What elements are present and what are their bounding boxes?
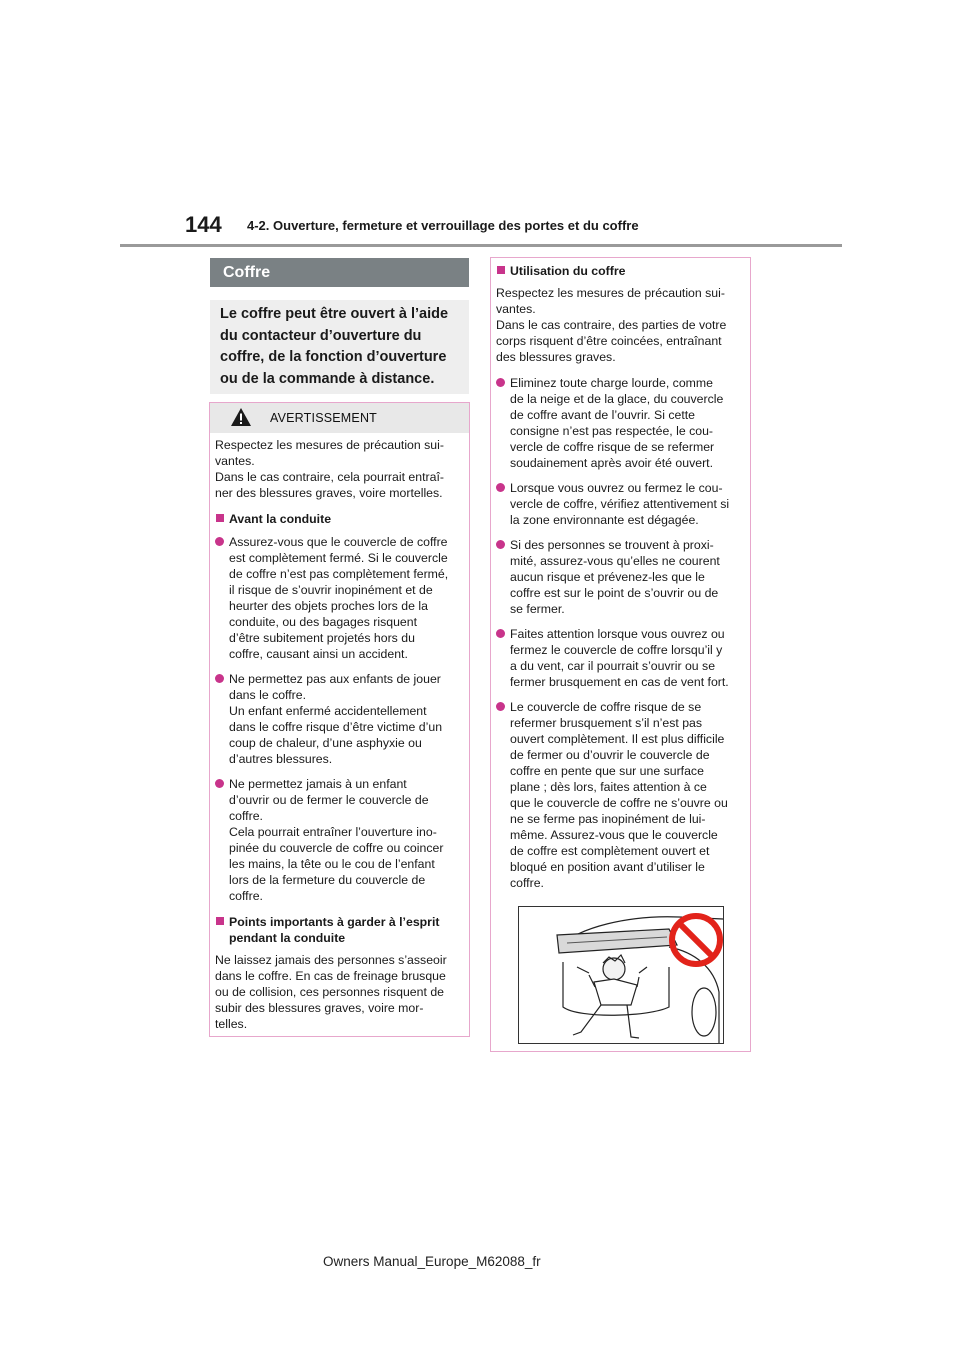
text-line: d’autres blessures.: [229, 752, 333, 766]
square-bullet-icon: [216, 917, 224, 925]
list-item: [496, 375, 746, 471]
text-line: de coffre n’est pas complètement fermé,: [229, 567, 449, 581]
text-line: de la neige et de la glace, du couvercle: [510, 392, 724, 406]
usage-body: [491, 258, 750, 891]
text-line: Lorsque vous ouvrez ou fermez le cou-: [510, 481, 723, 495]
round-bullet-icon: [215, 537, 224, 546]
text-line: plane ; dès lors, faites attention à ce: [510, 780, 707, 794]
text-line: corps risquent d’être coincées, entraînant: [496, 334, 722, 348]
text-line: coffre est sur le point de s’ouvrir ou de: [510, 586, 719, 600]
text-line: ou de collision, ces personnes risquent de: [215, 985, 444, 999]
footer-document-id: Owners Manual_Europe_M62088_fr: [323, 1254, 541, 1269]
text-line: Respectez les mesures de précaution sui-: [215, 438, 444, 452]
warning-intro: [215, 437, 465, 501]
text-line: fermer brusquement en cas de vent fort.: [510, 675, 729, 689]
text-line: pinée du couvercle de coffre ou coincer: [229, 841, 444, 855]
text-line: se fermer.: [510, 602, 565, 616]
text-line: coffre.: [229, 889, 263, 903]
list-item: [215, 534, 465, 662]
text-line: lors de la fermeture du couvercle de: [229, 873, 426, 887]
intro-box: [210, 300, 469, 394]
round-bullet-icon: [496, 378, 505, 387]
round-bullet-icon: [496, 629, 505, 638]
header-rule: [120, 244, 842, 247]
text-line: consigne n’est pas respectée, le cou-: [510, 424, 714, 438]
text-line: coffre.: [229, 809, 263, 823]
text-line: coffre.: [510, 876, 544, 890]
text-line: Faites attention lorsque vous ouvrez ou: [510, 627, 725, 641]
text-line: telles.: [215, 1017, 248, 1031]
text-line: a du vent, car il pourrait s’ouvrir ou se: [510, 659, 716, 673]
usage-box: [490, 257, 751, 1052]
text-line: d’ouvrir ou de fermer le couvercle de: [229, 793, 429, 807]
text-line: que le couvercle de coffre ne s’ouvre ou: [510, 796, 728, 810]
round-bullet-icon: [496, 702, 505, 711]
text-line: Respectez les mesures de précaution sui-: [496, 286, 725, 300]
text-line: Un enfant enfermé accidentellement: [229, 704, 427, 718]
chapter-title: 4-2. Ouverture, fermeture et verrouillage des portes et du coffre: [247, 218, 639, 233]
round-bullet-icon: [215, 674, 224, 683]
text-line: fermez le couvercle de coffre lorsqu’il y: [510, 643, 723, 657]
text-line: est complètement fermé. Si le couvercle: [229, 551, 448, 565]
subheading-text: Points importants à garder à l’esprit: [229, 915, 440, 929]
usage-intro: [496, 285, 746, 365]
text-line: coffre en pente que sur une surface: [510, 764, 704, 778]
text-line: les mains, la tête ou le cou de l’enfant: [229, 857, 435, 871]
list-item: [215, 776, 465, 904]
square-bullet-icon: [216, 514, 224, 522]
round-bullet-icon: [496, 483, 505, 492]
text-line: d’être subitement projetés hors du: [229, 631, 415, 645]
list-item: [496, 626, 746, 690]
warning-title: AVERTISSEMENT: [270, 411, 378, 425]
text-line: de coffre est complètement ouvert et: [510, 844, 710, 858]
text-line: vantes.: [496, 302, 536, 316]
text-line: refermer brusquement s’il n’est pas: [510, 716, 703, 730]
text-line: Cela pourrait entraîner l’ouverture ino-: [229, 825, 437, 839]
text-line: vercle de coffre risque de se refermer: [510, 440, 715, 454]
text-line: Dans le cas contraire, cela pourrait entraî-: [215, 470, 444, 484]
text-line: vercle de coffre, vérifiez attentivement si: [510, 497, 730, 511]
text-line: bloqué en position avant d’utiliser le: [510, 860, 705, 874]
text-line: mité, assurez-vous qu’elles ne courent: [510, 554, 720, 568]
subheading-text: Avant la conduite: [229, 512, 332, 526]
square-bullet-icon: [497, 266, 505, 274]
text-line: dans le coffre. En cas de freinage brusque: [215, 969, 446, 983]
text-line: soudainement après avoir été ouvert.: [510, 456, 714, 470]
text-line: des blessures graves.: [496, 350, 616, 364]
text-line: dans le coffre.: [229, 688, 307, 702]
text-line: ouvert complètement. Il est plus difficile: [510, 732, 725, 746]
text-line: Ne permettez jamais à un enfant: [229, 777, 407, 791]
warning-box: [209, 402, 470, 1037]
text-line: Dans le cas contraire, des parties de votre: [496, 318, 727, 332]
list-item: [496, 537, 746, 617]
text-line: ne se ferme pas inopinément de lui-: [510, 812, 706, 826]
text-line: coup de chaleur, d’une asphyxie ou: [229, 736, 422, 750]
text-line: Eliminez toute charge lourde, comme: [510, 376, 713, 390]
list-item: [496, 480, 746, 528]
text-line: Le couvercle de coffre risque de se: [510, 700, 702, 714]
text-line: subir des blessures graves, voire mor-: [215, 1001, 424, 1015]
text-line: Ne laissez jamais des personnes s’asseoir: [215, 953, 447, 967]
subheading-text: Utilisation du coffre: [510, 264, 626, 278]
text-line: Si des personnes se trouvent à proxi-: [510, 538, 714, 552]
warning-triangle-icon: [230, 407, 252, 427]
list-item: [496, 699, 746, 891]
text-line: il risque de s’ouvrir inopinément et de: [229, 583, 433, 597]
subheading-important-points: [215, 914, 465, 946]
text-line: de fermer ou d’ouvrir le couvercle de: [510, 748, 710, 762]
text-line: aucun risque et prévenez-les que le: [510, 570, 705, 584]
subheading-before-driving: [215, 511, 465, 527]
text-line: conduite, ou des bagages risquent: [229, 615, 418, 629]
text-line: ner des blessures graves, voire mortelles.: [215, 486, 443, 500]
text-line: même. Assurez-vous que le couvercle: [510, 828, 718, 842]
text-line: Ne permettez pas aux enfants de jouer: [229, 672, 441, 686]
round-bullet-icon: [215, 779, 224, 788]
section-title: Coffre: [210, 258, 469, 287]
text-line: Assurez-vous que le couvercle de coffre: [229, 535, 448, 549]
prohibition-icon: [667, 911, 725, 969]
text-line: heurter des objets proches lors de la: [229, 599, 428, 613]
subheading-usage: [496, 263, 746, 279]
warning-header: [210, 403, 469, 433]
important-points-text: [215, 952, 465, 1032]
text-line: de coffre avant de l’ouvrir. Si cette: [510, 408, 696, 422]
round-bullet-icon: [496, 540, 505, 549]
text-line: vantes.: [215, 454, 255, 468]
list-item: [215, 671, 465, 767]
subheading-text: pendant la conduite: [229, 931, 346, 945]
trunk-illustration: [518, 906, 724, 1044]
warning-body: [210, 433, 469, 1032]
intro-text: Le coffre peut être ouvert à l’aide du contacteur d’ouverture du coffre, de la fonction d’ouverture ou de la commande à distance.: [220, 306, 449, 387]
text-line: dans le coffre risque d’être victime d’un: [229, 720, 443, 734]
text-line: la zone environnante est dégagée.: [510, 513, 699, 527]
page-number: 144: [185, 212, 222, 237]
text-line: coffre, causant ainsi un accident.: [229, 647, 408, 661]
